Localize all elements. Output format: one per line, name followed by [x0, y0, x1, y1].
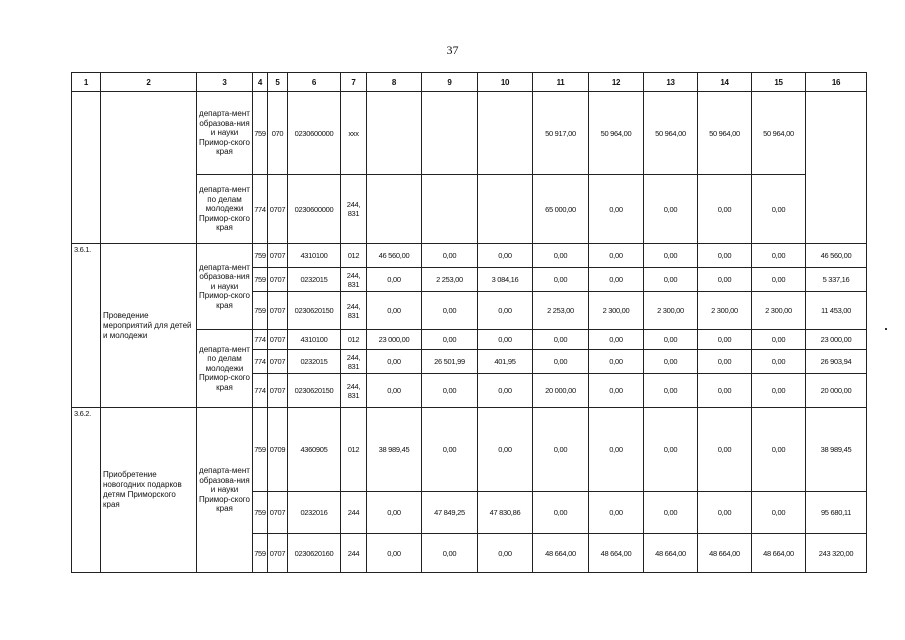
value-cell: 50 964,00	[698, 92, 752, 175]
cell-rzpr: 0707	[268, 268, 288, 292]
value-cell: 0,00	[752, 268, 806, 292]
value-cell: 0,00	[533, 492, 589, 534]
cell-csr: 0230620150	[288, 374, 341, 408]
total-cell: 95 680,11	[806, 492, 867, 534]
cell-rzpr: 0707	[268, 534, 288, 573]
value-cell: 0,00	[422, 292, 478, 330]
value-cell: 0,00	[533, 350, 589, 374]
value-cell: 0,00	[533, 408, 589, 492]
cell-grbs: 774	[253, 374, 268, 408]
value-cell: 0,00	[422, 374, 478, 408]
value-cell: 48 664,00	[698, 534, 752, 573]
column-header: 16	[806, 73, 867, 92]
cell-vr: 244, 831	[341, 374, 367, 408]
page-number: 37	[446, 43, 459, 57]
value-cell: 0,00	[367, 292, 422, 330]
value-cell: 2 253,00	[422, 268, 478, 292]
item-description-cell: Приобретение новогодних подарков детям Приморского края	[101, 408, 197, 573]
value-cell: 0,00	[589, 408, 644, 492]
cell-grbs: 774	[253, 350, 268, 374]
value-cell: 0,00	[367, 268, 422, 292]
total-cell: 26 903,94	[806, 350, 867, 374]
column-header: 1	[72, 73, 101, 92]
cell-csr: 4360905	[288, 408, 341, 492]
value-cell: 48 664,00	[644, 534, 698, 573]
value-cell	[367, 175, 422, 244]
value-cell: 0,00	[589, 268, 644, 292]
value-cell: 0,00	[752, 374, 806, 408]
cell-rzpr: 0707	[268, 374, 288, 408]
value-cell: 38 989,45	[367, 408, 422, 492]
stray-mark	[885, 328, 887, 330]
value-cell: 0,00	[698, 175, 752, 244]
column-header: 9	[422, 73, 478, 92]
executor-cell: департа-мент образова-ния и науки Примор-ского края	[197, 408, 253, 573]
value-cell: 0,00	[644, 350, 698, 374]
total-cell: 23 000,00	[806, 330, 867, 350]
value-cell: 401,95	[478, 350, 533, 374]
cell-csr: 4310100	[288, 244, 341, 268]
item-number-cell: 3.6.2.	[72, 408, 101, 573]
value-cell: 0,00	[422, 534, 478, 573]
value-cell: 0,00	[478, 330, 533, 350]
value-cell: 0,00	[478, 408, 533, 492]
column-header: 3	[197, 73, 253, 92]
value-cell: 50 964,00	[752, 92, 806, 175]
value-cell: 0,00	[589, 175, 644, 244]
cell-grbs: 759	[253, 92, 268, 175]
value-cell: 0,00	[752, 492, 806, 534]
cell-vr: 244, 831	[341, 268, 367, 292]
cell-grbs: 759	[253, 534, 268, 573]
value-cell: 0,00	[478, 244, 533, 268]
cell-csr: 0232015	[288, 268, 341, 292]
value-cell: 47 849,25	[422, 492, 478, 534]
value-cell	[367, 92, 422, 175]
value-cell: 0,00	[367, 374, 422, 408]
cell-grbs: 759	[253, 408, 268, 492]
cell-grbs: 759	[253, 268, 268, 292]
value-cell: 0,00	[367, 492, 422, 534]
value-cell: 2 253,00	[533, 292, 589, 330]
cell-csr: 4310100	[288, 330, 341, 350]
value-cell: 0,00	[752, 408, 806, 492]
cell-csr: 0232015	[288, 350, 341, 374]
column-header: 2	[101, 73, 197, 92]
cell-vr: 244, 831	[341, 175, 367, 244]
value-cell: 0,00	[698, 268, 752, 292]
cell-vr: 244	[341, 534, 367, 573]
cell-rzpr: 0707	[268, 330, 288, 350]
value-cell: 0,00	[422, 330, 478, 350]
cell-vr: 244, 831	[341, 350, 367, 374]
value-cell	[422, 175, 478, 244]
value-cell	[422, 92, 478, 175]
cell-csr: 0230600000	[288, 175, 341, 244]
value-cell: 2 300,00	[752, 292, 806, 330]
total-cell	[806, 92, 867, 244]
value-cell: 20 000,00	[533, 374, 589, 408]
value-cell: 0,00	[752, 330, 806, 350]
value-cell: 0,00	[698, 330, 752, 350]
cell-csr: 0230600000	[288, 92, 341, 175]
column-header: 15	[752, 73, 806, 92]
value-cell: 23 000,00	[367, 330, 422, 350]
cell-vr: 012	[341, 330, 367, 350]
executor-cell: департа-мент по делам молодежи Примор-ского края	[197, 330, 253, 408]
value-cell: 0,00	[422, 244, 478, 268]
total-cell: 46 560,00	[806, 244, 867, 268]
item-number-cell	[72, 92, 101, 244]
table-header-row	[72, 73, 867, 92]
cell-grbs: 759	[253, 244, 268, 268]
value-cell: 0,00	[478, 292, 533, 330]
executor-cell: департа-мент образова-ния и науки Примор-ского края	[197, 92, 253, 175]
cell-grbs: 774	[253, 175, 268, 244]
value-cell: 0,00	[644, 268, 698, 292]
column-header: 7	[341, 73, 367, 92]
value-cell: 50 964,00	[589, 92, 644, 175]
cell-csr: 0230620150	[288, 292, 341, 330]
cell-vr: 244	[341, 492, 367, 534]
column-header: 12	[589, 73, 644, 92]
value-cell: 50 917,00	[533, 92, 589, 175]
value-cell: 48 664,00	[589, 534, 644, 573]
value-cell: 0,00	[589, 330, 644, 350]
cell-rzpr: 0709	[268, 408, 288, 492]
executor-cell: департа-мент по делам молодежи Примор-ского края	[197, 175, 253, 244]
value-cell: 0,00	[589, 350, 644, 374]
value-cell: 48 664,00	[752, 534, 806, 573]
value-cell: 3 084,16	[478, 268, 533, 292]
value-cell: 0,00	[367, 534, 422, 573]
item-description-cell: Проведение мероприятий для детей и молодежи	[101, 244, 197, 408]
value-cell: 0,00	[698, 244, 752, 268]
item-number-cell: 3.6.1.	[72, 244, 101, 408]
column-header: 8	[367, 73, 422, 92]
cell-rzpr: 0707	[268, 350, 288, 374]
column-header: 14	[698, 73, 752, 92]
budget-table	[71, 72, 867, 573]
cell-vr: 012	[341, 244, 367, 268]
total-cell: 20 000,00	[806, 374, 867, 408]
cell-rzpr: 0707	[268, 292, 288, 330]
cell-rzpr: 0707	[268, 244, 288, 268]
value-cell	[478, 92, 533, 175]
cell-grbs: 759	[253, 492, 268, 534]
cell-grbs: 774	[253, 330, 268, 350]
column-header: 4	[253, 73, 268, 92]
value-cell: 0,00	[533, 244, 589, 268]
value-cell: 0,00	[752, 244, 806, 268]
value-cell: 0,00	[589, 244, 644, 268]
value-cell: 0,00	[589, 492, 644, 534]
value-cell: 0,00	[644, 374, 698, 408]
cell-rzpr: 070	[268, 92, 288, 175]
executor-cell: департа-мент образова-ния и науки Примор-ского края	[197, 244, 253, 330]
total-cell: 5 337,16	[806, 268, 867, 292]
value-cell: 0,00	[478, 374, 533, 408]
value-cell: 47 830,86	[478, 492, 533, 534]
value-cell: 0,00	[644, 244, 698, 268]
value-cell: 2 300,00	[589, 292, 644, 330]
table-row	[72, 92, 867, 175]
value-cell: 0,00	[589, 374, 644, 408]
value-cell: 2 300,00	[698, 292, 752, 330]
value-cell: 0,00	[752, 175, 806, 244]
value-cell: 48 664,00	[533, 534, 589, 573]
cell-csr: 0230620160	[288, 534, 341, 573]
value-cell: 0,00	[644, 330, 698, 350]
table-row	[72, 408, 867, 492]
column-header: 13	[644, 73, 698, 92]
column-header: 5	[268, 73, 288, 92]
cell-vr: 012	[341, 408, 367, 492]
value-cell: 0,00	[644, 175, 698, 244]
value-cell: 50 964,00	[644, 92, 698, 175]
cell-grbs: 759	[253, 292, 268, 330]
value-cell: 0,00	[698, 492, 752, 534]
value-cell: 0,00	[478, 534, 533, 573]
value-cell: 0,00	[698, 350, 752, 374]
value-cell: 0,00	[752, 350, 806, 374]
value-cell: 0,00	[533, 268, 589, 292]
value-cell: 26 501,99	[422, 350, 478, 374]
column-header: 10	[478, 73, 533, 92]
value-cell: 65 000,00	[533, 175, 589, 244]
value-cell: 0,00	[367, 350, 422, 374]
value-cell	[478, 175, 533, 244]
cell-rzpr: 0707	[268, 492, 288, 534]
cell-rzpr: 0707	[268, 175, 288, 244]
value-cell: 0,00	[698, 408, 752, 492]
value-cell: 0,00	[644, 408, 698, 492]
total-cell: 243 320,00	[806, 534, 867, 573]
total-cell: 38 989,45	[806, 408, 867, 492]
value-cell: 0,00	[644, 492, 698, 534]
value-cell: 46 560,00	[367, 244, 422, 268]
cell-csr: 0232016	[288, 492, 341, 534]
total-cell: 11 453,00	[806, 292, 867, 330]
cell-vr: xxx	[341, 92, 367, 175]
table-row	[72, 244, 867, 268]
cell-vr: 244, 831	[341, 292, 367, 330]
value-cell: 0,00	[422, 408, 478, 492]
value-cell: 0,00	[533, 330, 589, 350]
column-header: 6	[288, 73, 341, 92]
value-cell: 0,00	[698, 374, 752, 408]
item-description-cell	[101, 92, 197, 244]
column-header: 11	[533, 73, 589, 92]
value-cell: 2 300,00	[644, 292, 698, 330]
